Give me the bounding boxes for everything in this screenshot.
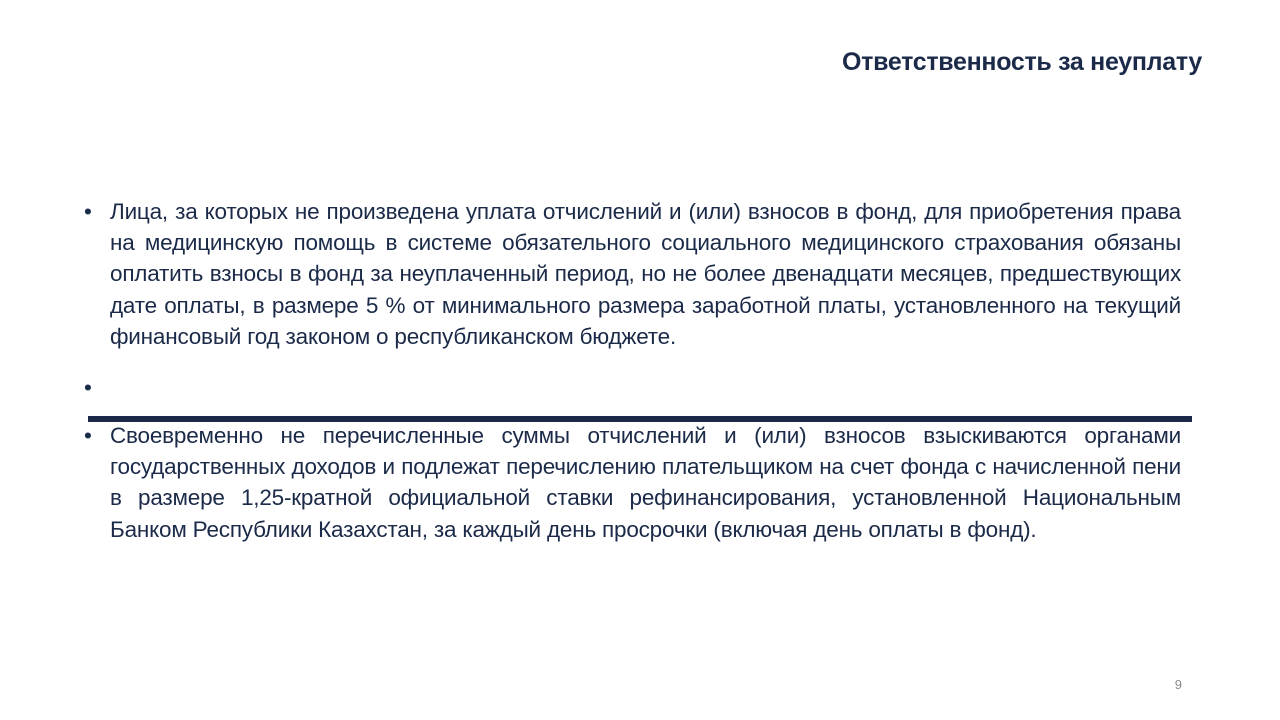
- bullet-item-1: [84, 196, 1181, 352]
- horizontal-divider: [88, 416, 1192, 422]
- bullet-text: Лица, за которых не произведена уплата отчислений и (или) взносов в фонд, для приобретения права на медицинскую помощь в системе обязательного социального медицинского страхования обязаны оплатить взносы в фонд за неуплаченный период, но не более двенадцати месяцев, предшествующих дате оплаты, в размере 5 % от минимального размера заработной платы, установленного на текущий финансовый год законом о республиканском бюджете.: [110, 199, 1181, 349]
- bullet-item-3: [84, 420, 1181, 545]
- bullet-marker: •: [84, 423, 92, 449]
- bullet-list: [84, 196, 1181, 545]
- page-number: 9: [1174, 677, 1182, 692]
- bullet-marker: •: [84, 199, 92, 224]
- bullet-text: Своевременно не перечисленные суммы отчислений и (или) взносов взыскиваются органами государственных доходов и подлежат перечислению плательщиком на счет фонда с начисленной пени в размере 1,25-кратной официальной ставки рефинансирования, установленной Национальным Банком Республики Казахстан, за каждый день просрочки (включая день оплаты в фонд).: [110, 423, 1181, 542]
- bullet-marker: •: [84, 375, 92, 401]
- slide-title: Ответственность за неуплату: [842, 48, 1202, 76]
- bullet-item-2: [84, 372, 1181, 403]
